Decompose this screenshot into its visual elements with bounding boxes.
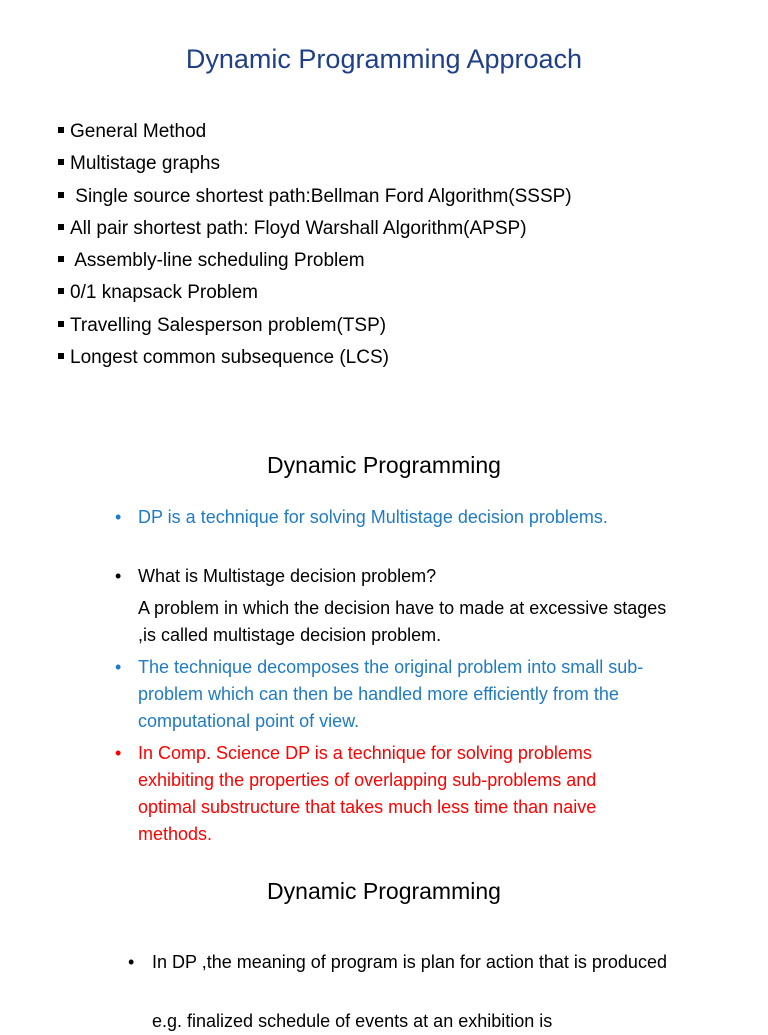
square-bullet-icon [58,192,64,198]
list-item: Single source shortest path:Bellman Ford Algorithm(SSSP) [58,181,572,213]
square-bullet-icon [58,159,64,165]
slide-dynamic-programming-1 [0,440,768,860]
square-bullet-icon [58,321,64,327]
list-item: Travelling Salesperson problem(TSP) [58,310,572,342]
bullet-item: • In Comp. Science DP is a technique for solving problems exhibiting the properties of overlapping sub-problems and optimal substructure that takes much less time than naive methods. [115,740,655,848]
square-bullet-icon [58,127,64,133]
bullet-subtext: e.g. finalized schedule of events at an exhibition is [152,1011,553,1031]
bullet-item: • In DP ,the meaning of program is plan for action that is produced [128,949,688,976]
slide-title: Dynamic Programming [267,452,501,478]
bullet-item: • The technique decomposes the original problem into small sub-problem which can then be handled more efficiently from the computational point of view. [115,654,655,735]
bullet-dot-icon: • [115,657,122,677]
list-item: 0/1 knapsack Problem [58,277,572,309]
square-bullet-icon [58,288,64,294]
square-bullet-icon [58,224,64,230]
list-item: Assembly-line scheduling Problem [58,245,572,277]
slide-title: Dynamic Programming Approach [185,44,583,74]
slide-dynamic-programming-2 [0,860,768,1031]
bullet-item: • DP is a technique for solving Multistage decision problems. [115,504,655,531]
bullet-dot-icon: • [115,507,122,527]
slide-title: Dynamic Programming [267,878,501,904]
list-item: All pair shortest path: Floyd Warshall Algorithm(APSP) [58,213,572,245]
bullet-subtext: A problem in which the decision have to made at excessive stages ,is called multistage decision problem. [138,598,667,645]
square-bullet-icon [58,353,64,359]
topic-list [58,116,572,374]
bullet-dot-icon: • [128,952,135,972]
slide-approach [0,0,768,400]
bullet-dot-icon: • [115,743,122,763]
square-bullet-icon [58,256,64,262]
bullet-item: • What is Multistage decision problem? [115,563,655,590]
list-item: Longest common subsequence (LCS) [58,342,572,374]
list-item: General Method [58,116,572,148]
bullet-dot-icon: • [115,566,122,586]
list-item: Multistage graphs [58,148,572,180]
